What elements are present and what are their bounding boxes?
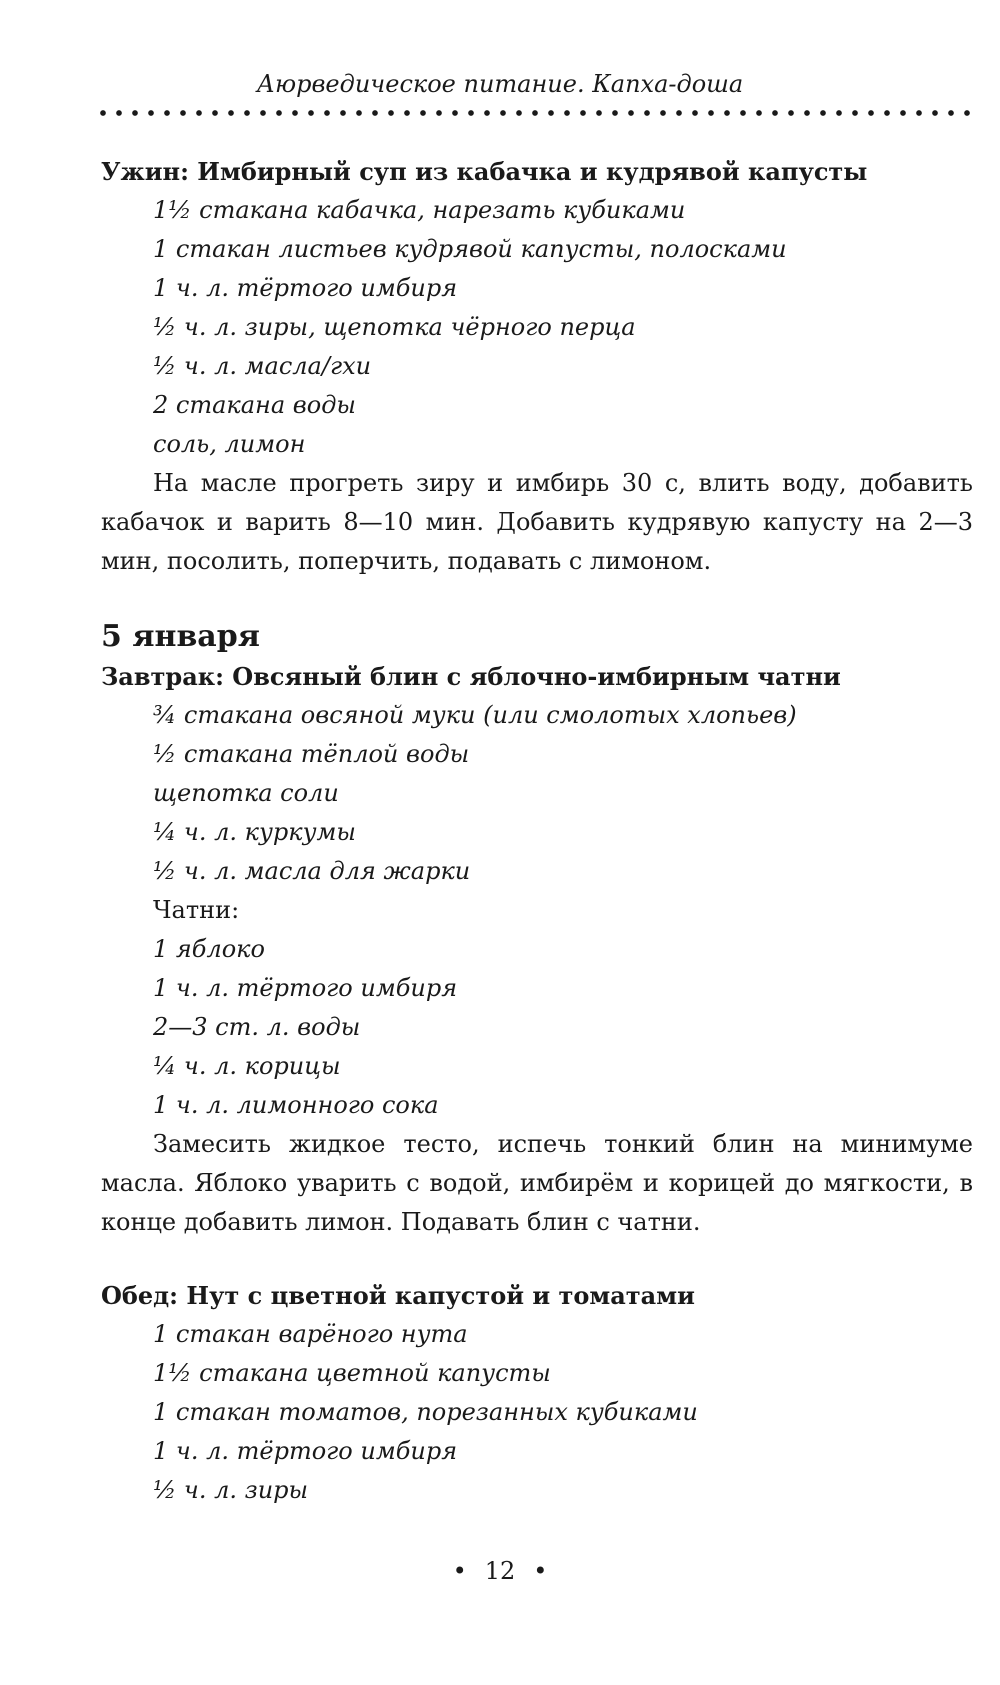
bullet-icon: •: [452, 1557, 467, 1585]
ingredient-item: ½ ч. л. зиры, щепотка чёрного перца: [153, 313, 636, 341]
ingredient-item: 2—3 ст. л. воды: [153, 1013, 361, 1041]
ingredient-item: ¼ ч. л. корицы: [153, 1052, 341, 1080]
breakfast-title: Завтрак: Овсяный блин с яблочно-имбирным чатни: [101, 662, 841, 691]
ingredient-item: соль, лимон: [153, 430, 306, 458]
ingredient-item: 2 стакана воды: [153, 391, 356, 419]
ingredient-item: 1 ч. л. тёртого имбиря: [153, 974, 458, 1002]
lunch-title: Обед: Нут с цветной капустой и томатами: [101, 1281, 695, 1310]
ingredient-item: ½ ч. л. масла для жарки: [153, 857, 471, 885]
dinner-title: Ужин: Имбирный суп из кабачка и кудрявой капусты: [101, 157, 868, 186]
page-number: 12: [484, 1557, 516, 1585]
ingredient-item: 1 ч. л. тёртого имбиря: [153, 1437, 458, 1465]
ingredient-item: 1 ч. л. лимонного сока: [153, 1091, 439, 1119]
ingredient-item: 1 стакан варёного нута: [153, 1320, 468, 1348]
page-folio: [0, 1557, 1000, 1585]
chutney-label: Чатни:: [153, 896, 240, 924]
ingredient-item: 1½ стакана цветной капусты: [153, 1359, 551, 1387]
ingredient-item: 1½ стакана кабачка, нарезать кубиками: [153, 196, 686, 224]
dinner-method: На масле прогреть зиру и имбирь 30 с, влить воду, добавить кабачок и варить 8—10 мин. Добавить кудрявую капусту на 2—3 мин, посолить, поперчить, подавать с лимоном.: [101, 469, 973, 575]
bullet-icon: •: [533, 1557, 548, 1585]
ingredient-item: ¾ стакана овсяной муки (или смолотых хлопьев): [153, 701, 797, 729]
ingredient-item: ½ ч. л. масла/гхи: [153, 352, 372, 380]
dotted-rule: [95, 108, 975, 118]
ingredient-item: ½ стакана тёплой воды: [153, 740, 470, 768]
breakfast-ingredients: [101, 696, 973, 1125]
dinner-ingredients: [101, 191, 973, 464]
ingredient-item: 1 яблоко: [153, 935, 265, 963]
ingredient-item: ¼ ч. л. куркумы: [153, 818, 356, 846]
lunch-ingredients: [101, 1315, 973, 1510]
running-head: Аюрведическое питание. Капха-доша: [256, 70, 744, 98]
ingredient-item: 1 ч. л. тёртого имбиря: [153, 274, 458, 302]
breakfast-method: Замесить жидкое тесто, испечь тонкий блин на минимуме масла. Яблоко уварить с водой, имбирём и корицей до мягкости, в конце добавить лимон. Подавать блин с чатни.: [101, 1130, 973, 1236]
ingredient-item: 1 стакан листьев кудрявой капусты, полосками: [153, 235, 787, 263]
ingredient-item: ½ ч. л. зиры: [153, 1476, 309, 1504]
day-heading: 5 января: [101, 619, 260, 654]
page-content: [101, 152, 973, 1510]
ingredient-item: щепотка соли: [153, 779, 339, 807]
ingredient-item: 1 стакан томатов, порезанных кубиками: [153, 1398, 698, 1426]
